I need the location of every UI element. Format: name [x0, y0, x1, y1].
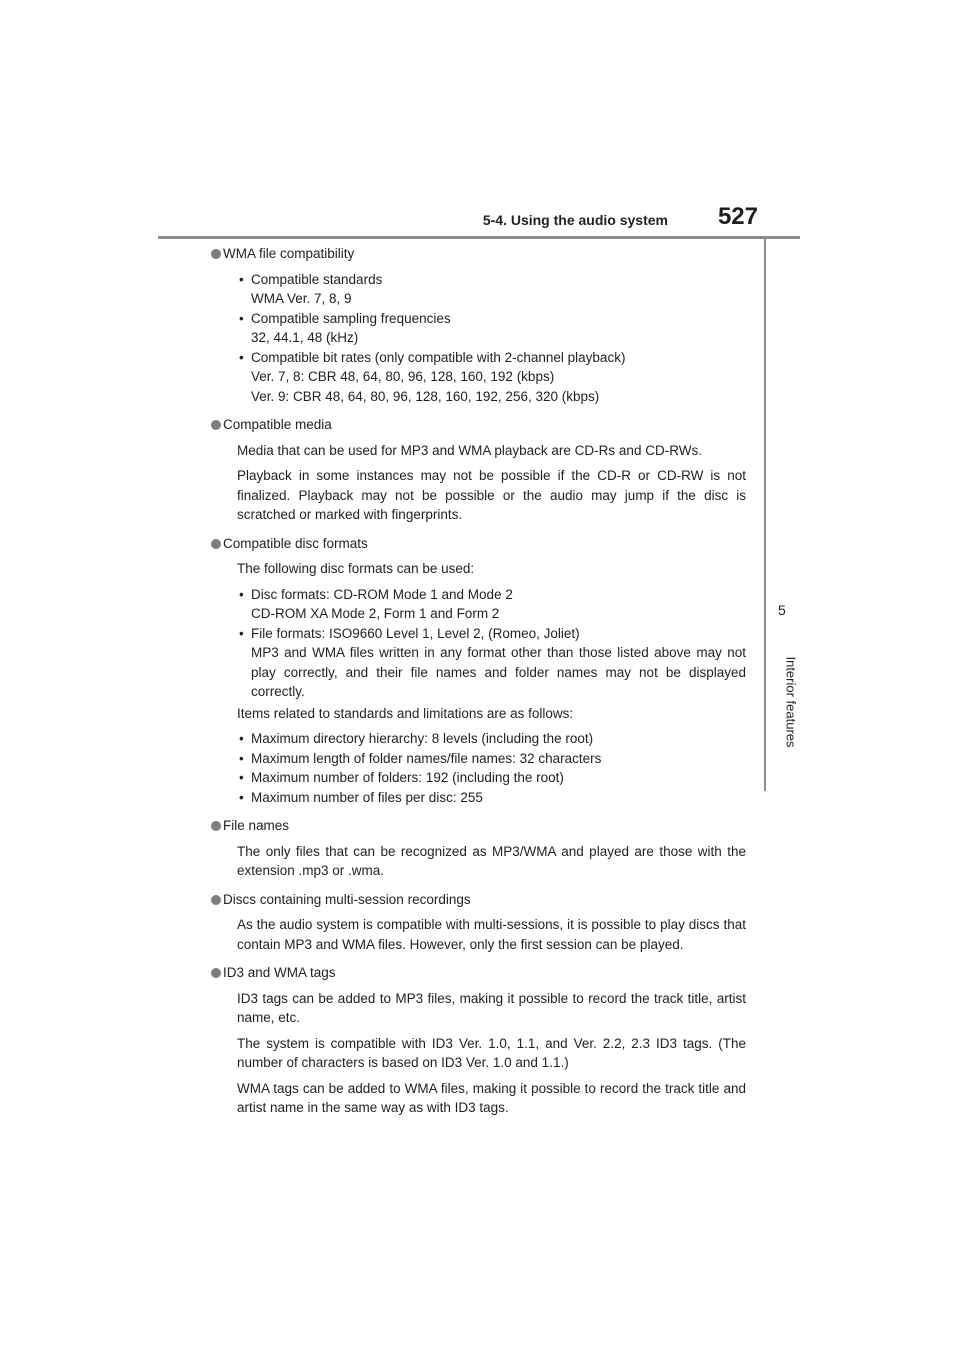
paragraph: Playback in some instances may not be possible if the CD-R or CD-RW is not finalized. Playback may not be possible or the audio may jump if the disc is scratched or marked with fingerprints. — [237, 468, 746, 522]
chapter-number: 5 — [778, 602, 786, 618]
topic-body — [237, 270, 746, 407]
paragraph: Media that can be used for MP3 and WMA playback are CD-Rs and CD-RWs. — [237, 442, 702, 458]
list-item: • Compatible sampling frequencies 32, 44.1, 48 (kHz) — [239, 310, 451, 345]
topic-wma-compatibility — [223, 244, 746, 406]
list-item: • Compatible standards WMA Ver. 7, 8, 9 — [239, 271, 383, 306]
paragraph: ID3 tags can be added to MP3 files, making it possible to record the track title, artist name, etc. — [237, 990, 746, 1025]
chapter-title: Interior features — [783, 656, 799, 748]
bullet-dot-icon: • — [239, 271, 244, 287]
bullet-dot-icon: • — [239, 349, 244, 365]
circle-bullet-icon — [211, 249, 221, 259]
list-item: • Maximum directory hierarchy: 8 levels (including the root) — [237, 729, 746, 749]
bullet-dot-icon: • — [239, 586, 244, 602]
circle-bullet-icon — [211, 420, 221, 430]
bullet-dot-icon: • — [239, 731, 244, 746]
topic-heading: ID3 and WMA tags — [223, 963, 746, 983]
topic-body — [237, 989, 746, 1118]
paragraph: The following disc formats can be used: — [237, 561, 475, 576]
bullet-dot-icon: • — [239, 770, 244, 785]
bullet-dot-icon: • — [239, 625, 244, 641]
paragraph: Items related to standards and limitations are as follows: — [237, 705, 574, 721]
list-item: • Maximum number of folders: 192 (including the root) — [237, 768, 746, 788]
bullet-dot-icon: • — [239, 310, 244, 326]
list-item: • Compatible bit rates (only compatible with 2-channel playback) Ver. 7, 8: CBR 48, 64, 80, 96, 128, 160, 192 (kbps) Ver. 9: CBR 48, 64, 80, 96, 128, 160, 192, 256, 320 (kbps) — [239, 349, 626, 404]
topic-id3-wma-tags — [223, 963, 746, 1118]
circle-bullet-icon — [211, 895, 221, 905]
topic-heading: Discs containing multi-session recordings — [223, 890, 746, 910]
topic-heading: File names — [223, 816, 746, 836]
paragraph: As the audio system is compatible with multi-sessions, it is possible to play discs that contain MP3 and WMA files. However, only the first session can be played. — [237, 917, 746, 952]
topic-body — [237, 441, 746, 525]
paragraph: WMA tags can be added to WMA files, making it possible to record the track title and artist name in the same way as with ID3 tags. — [237, 1080, 746, 1115]
topic-body — [237, 842, 746, 881]
topic-file-names — [223, 816, 746, 881]
topic-body — [237, 559, 746, 807]
topic-compatible-media — [223, 415, 746, 525]
paragraph: The only files that can be recognized as MP3/WMA and played are those with the extension .mp3 or .wma. — [237, 843, 746, 878]
circle-bullet-icon — [211, 968, 221, 978]
list-item: • File formats: ISO9660 Level 1, Level 2, (Romeo, Joliet) MP3 and WMA files written in any format other than those listed above may not play correctly, and their file names and folder names may not be displayed correctly. — [239, 625, 746, 699]
bullet-dot-icon: • — [239, 789, 244, 805]
paragraph: The system is compatible with ID3 Ver. 1.0, 1.1, and Ver. 2.2, 2.3 ID3 tags. (The number of characters is based on ID3 Ver. 1.0 and 1.1.) — [237, 1035, 746, 1070]
page-number: 527 — [717, 203, 758, 230]
topic-body — [237, 915, 746, 954]
topic-heading: Compatible disc formats — [223, 534, 746, 554]
topic-heading: WMA file compatibility — [223, 244, 746, 264]
list-item: • Disc formats: CD-ROM Mode 1 and Mode 2 CD-ROM XA Mode 2, Form 1 and Form 2 — [239, 586, 513, 621]
section-title: 5-4. Using the audio system — [482, 212, 668, 228]
circle-bullet-icon — [211, 821, 221, 831]
bullet-dot-icon: • — [239, 750, 244, 766]
topic-heading: Compatible media — [223, 415, 746, 435]
list-item: • Maximum number of files per disc: 255 — [237, 788, 746, 808]
topic-multi-session — [223, 890, 746, 955]
page-header — [158, 200, 800, 239]
list-item: • Maximum length of folder names/file names: 32 characters — [237, 749, 746, 769]
topic-compatible-disc-formats — [223, 534, 746, 808]
page-content — [223, 244, 746, 1127]
circle-bullet-icon — [211, 539, 221, 549]
